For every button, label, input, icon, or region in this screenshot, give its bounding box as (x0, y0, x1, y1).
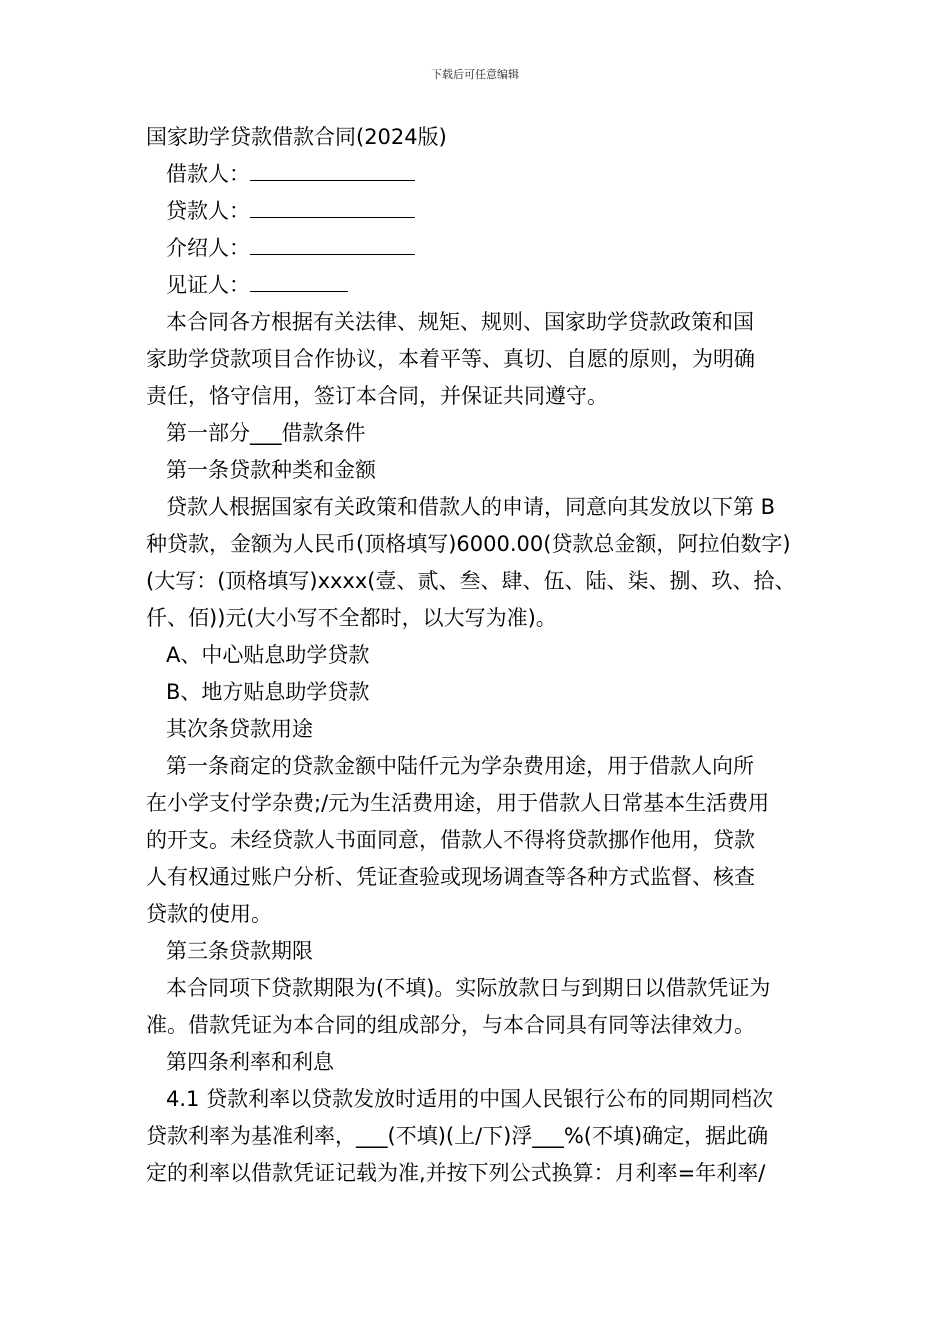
party-introducer (146, 230, 836, 267)
body-line: 准。借款凭证为本合同的组成部分，与本合同具有同等法律效力。 (146, 1013, 755, 1037)
contract-title: 国家助学贷款借款合同(2024版) (146, 125, 447, 149)
body-line: 贷款利率为基准利率，___(不填)(上/下)浮___%(不填)确定，据此确 (146, 1124, 769, 1148)
preamble-line: 家助学贷款项目合作协议，本着平等、真切、自愿的原则，为明确 (146, 347, 755, 371)
body-line: 贷款人根据国家有关政策和借款人的申请，同意向其发放以下第 B (166, 495, 776, 519)
body-line: 种贷款，金额为人民币(顶格填写)6000.00(贷款总金额，阿拉伯数字) (146, 532, 791, 556)
party-borrower (146, 156, 836, 193)
option-line: A、中心贴息助学贷款 (166, 643, 370, 667)
article-heading: 其次条贷款用途 (166, 717, 313, 741)
signature-blank (250, 197, 415, 218)
body-line: 仟、佰))元(大小写不全都时，以大写为准)。 (146, 606, 557, 630)
article-heading: 第一条贷款种类和金额 (166, 458, 376, 482)
party-label: 介绍人： (166, 236, 250, 260)
page-header-note: 下载后可任意编辑 (431, 68, 519, 81)
party-witness (146, 267, 836, 304)
body-line: 4.1 贷款利率以贷款发放时适用的中国人民银行公布的同期同档次 (166, 1087, 774, 1111)
article-heading: 第四条利率和利息 (166, 1050, 334, 1074)
body-line: 定的利率以借款凭证记载为准,并按下列公式换算：月利率=年利率/ (146, 1161, 766, 1185)
body-line: 贷款的使用。 (146, 902, 272, 926)
article-heading: 第三条贷款期限 (166, 939, 313, 963)
body-line: 在小学支付学杂费;/元为生活费用途，用于借款人日常基本生活费用 (146, 791, 770, 815)
party-label: 见证人： (166, 273, 250, 297)
contract-body (146, 119, 836, 1192)
preamble-line: 本合同各方根据有关法律、规矩、规则、国家助学贷款政策和国 (166, 310, 754, 334)
body-line: 的开支。未经贷款人书面同意，借款人不得将贷款挪作他用，贷款 (146, 828, 755, 852)
party-lender (146, 193, 836, 230)
option-line: B、地方贴息助学贷款 (166, 680, 370, 704)
body-line: 第一条商定的贷款金额中陆仟元为学杂费用途，用于借款人向所 (166, 754, 754, 778)
party-label: 贷款人： (166, 199, 250, 223)
signature-blank (250, 271, 348, 292)
party-label: 借款人： (166, 162, 250, 186)
body-line: (大写：(顶格填写)xxxx(壹、贰、叁、肆、伍、陆、柒、捌、玖、拾、 (146, 569, 796, 593)
preamble-line: 责任，恪守信用，签订本合同，并保证共同遵守。 (146, 384, 608, 408)
section-heading: 第一部分___借款条件 (166, 421, 366, 445)
signature-blank (250, 234, 415, 255)
body-line: 本合同项下贷款期限为(不填)。实际放款日与到期日以借款凭证为 (166, 976, 771, 1000)
signature-blank (250, 160, 415, 181)
body-line: 人有权通过账户分析、凭证查验或现场调查等各种方式监督、核查 (146, 865, 755, 889)
